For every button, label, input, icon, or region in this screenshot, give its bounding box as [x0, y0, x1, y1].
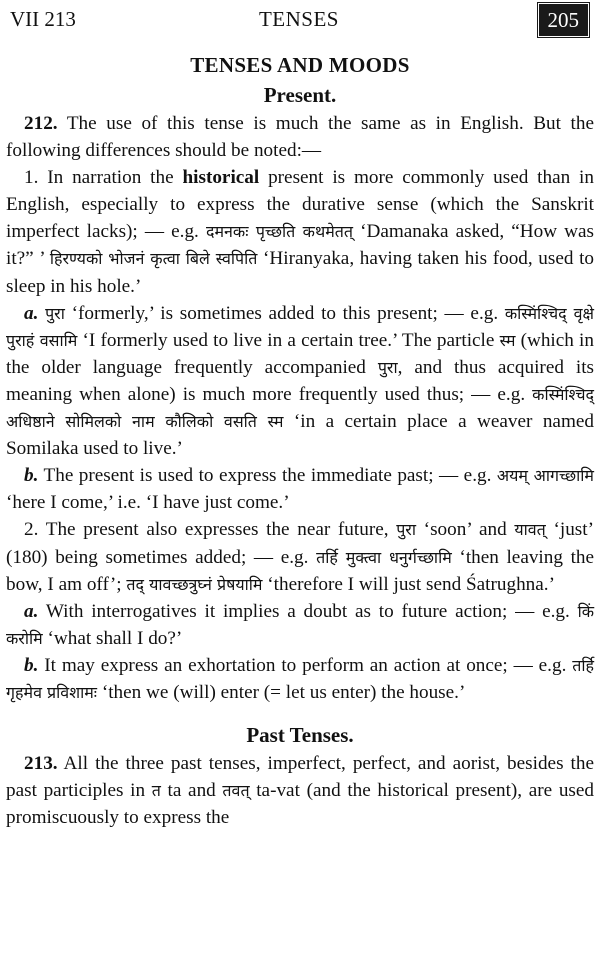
sanskrit-example: अयम् आगच्छामि — [496, 466, 594, 486]
paragraph-text: , and thus acquired its meaning when alone) is much more frequently used thus; — e.g. — [6, 356, 594, 405]
sanskrit-word: पुरा — [377, 357, 398, 377]
sanskrit-word: यावत् — [514, 520, 546, 540]
paragraph-text: ‘here I come,’ i.e. ‘I have just come.’ — [6, 492, 290, 514]
sanskrit-example: दमनकः पृच्छति कथमेतत् — [205, 222, 353, 242]
sanskrit-example: हिरण्यको भोजनं कृत्वा बिले स्वपिति — [49, 249, 258, 269]
sanskrit-word: स्म — [499, 330, 516, 350]
sanskrit-word: पुरा — [45, 303, 65, 323]
paragraph-text: ‘then we (will) enter (= let us enter) the house.’ — [97, 681, 466, 703]
sanskrit-example: कस्मिंश्चिद् वृक्षे पुराहं वसामि — [6, 303, 595, 350]
sanskrit-word: पुरा — [396, 520, 416, 540]
section-heading-present: Present. — [263, 83, 337, 107]
paragraph-2b — [6, 652, 594, 706]
paragraph-text: ‘just’ (180) being sometimes added; — e.g. — [6, 519, 594, 568]
subpoint-label: a. — [24, 600, 39, 622]
paragraph-text: ‘formerly,’ is sometimes added to this present; — e.g. — [64, 302, 505, 324]
subpoint-label: b. — [24, 465, 39, 487]
paragraph-text: ‘therefore I will just send Śatrughna.’ — [262, 573, 555, 595]
paragraph-number: 213. — [24, 753, 58, 775]
paragraph-213 — [6, 750, 594, 831]
section-reference: VII 213 — [10, 7, 76, 31]
paragraph-near-future — [6, 516, 594, 597]
paragraph-1b — [6, 462, 594, 516]
sanskrit-example: तद् यावच्छत्रुघ्नं प्रेषयामि — [126, 574, 263, 594]
paragraph-text: ‘Hiranyaka, having taken his food, used to sleep in his hole.’ — [6, 248, 594, 297]
subpoint-label: a. — [24, 302, 39, 324]
paragraph-text: ‘in a certain place a weaver named Somilaka used to live.’ — [6, 411, 594, 460]
paragraph-text: ‘what shall I do?’ — [42, 627, 183, 649]
subpoint-label: b. — [24, 654, 39, 676]
paragraph-text: The present is used to express the immediate past; — e.g. — [38, 465, 497, 487]
running-title: TENSES — [258, 7, 339, 31]
paragraph-text: It may express an exhortation to perform an action at once; — e.g. — [38, 654, 573, 676]
page-number-badge: 205 — [539, 4, 589, 36]
paragraph-text: 2. The present also expresses the near future, — [24, 519, 397, 541]
paragraph-text: The use of this tense is much the same as in English. But the following differences should be noted:— — [6, 113, 594, 162]
paragraph-text: ‘Damanaka asked, “How was it?” ’ — [6, 221, 594, 270]
paragraph-text: ta and — [160, 780, 223, 802]
paragraph-text: present is more commonly used than in English, especially to express the durative sense (which the Sanskrit imperfect lacks); — e.g. — [6, 167, 594, 243]
paragraph-text: With interrogatives it implies a doubt as to future action; — e.g. — [38, 600, 578, 622]
emphasis-term: historical — [182, 167, 260, 189]
paragraph-number: 212. — [24, 113, 58, 134]
paragraph-text: All the three past tenses, imperfect, perfect, and aorist, besides the past participles in — [6, 753, 594, 802]
sanskrit-example: तर्हि मुक्त्वा धनुर्गच्छामि — [316, 547, 452, 567]
paragraph-212 — [6, 110, 594, 164]
sanskrit-example: कस्मिंश्चिद् अधिष्ठाने सोमिलको नाम कौलिको वसति स्म — [6, 384, 594, 432]
paragraph-text: ‘soon’ and — [416, 519, 515, 541]
paragraph-2a — [6, 598, 594, 652]
paragraph-text: ‘then leaving the bow, I am off’; — [6, 546, 595, 595]
sanskrit-example: तर्हि गृहमेव प्रविशामः — [6, 655, 594, 702]
chapter-heading: TENSES AND MOODS — [190, 53, 410, 77]
paragraph-1a — [6, 300, 594, 463]
sanskrit-word: त — [151, 781, 161, 801]
running-head — [10, 4, 588, 38]
paragraph-text: (which in the older language frequently accompanied — [6, 329, 594, 378]
sanskrit-word: तवत् — [222, 781, 250, 801]
paragraph-historical-present — [6, 164, 594, 299]
sanskrit-example: किं करोमि — [6, 601, 594, 648]
page-body — [6, 50, 594, 831]
paragraph-text: ta-vat (and the historical present), are used promiscuously to express the — [6, 780, 594, 829]
paragraph-text: 1. In narration the — [24, 167, 183, 189]
section-heading-past-tenses: Past Tenses. — [246, 723, 354, 748]
paragraph-text: ‘I formerly used to live in a certain tree.’ The particle — [77, 329, 500, 351]
